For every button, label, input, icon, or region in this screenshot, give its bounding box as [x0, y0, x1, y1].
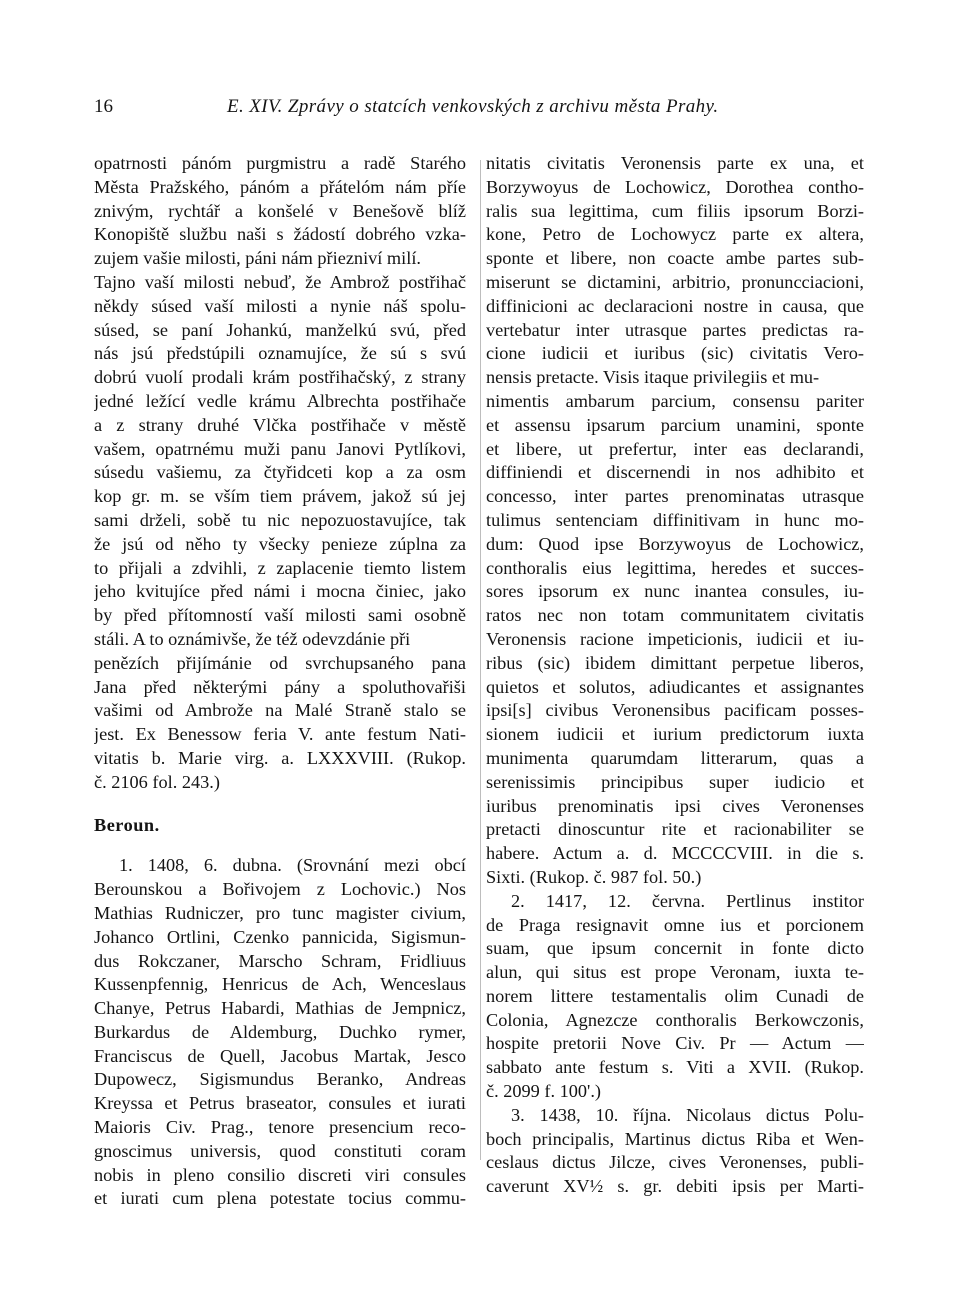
text-line: nensis pretacte. Visis itaque privilegiis et mu-: [486, 367, 820, 388]
text-line: sami drželi, sobě tu nic nepozuostavujíce, tak: [94, 509, 466, 530]
text-line: zujem vašie milosti, páni nám přiezniví milí.: [94, 248, 421, 269]
text-line: quietos et solutos, adiudicantes et assignantes: [486, 676, 864, 697]
text-line: Dupowecz, Sigismundus Beranko, Andreas: [94, 1069, 466, 1090]
text-line: Johanco Ortlini, Czenko pannicida, Sigismun-: [94, 926, 466, 947]
text-line: caverunt XV½ s. gr. debiti ipsis per Marti-: [486, 1176, 864, 1197]
text-line: ribus (sic) ibidem dimittant perpetue liberos,: [486, 652, 864, 673]
right-column: [486, 152, 864, 1199]
text-line: znivým, rychtář a konšelé v Benešově blíž: [94, 200, 466, 221]
text-line: Chanye, Petrus Habardi, Mathias de Jempnicz,: [94, 998, 466, 1019]
left-column-paragraph-group: [94, 854, 466, 1211]
text-line: ipsi[s] civibus Veronensibus pacificam posses-: [486, 700, 864, 721]
page-number: 16: [94, 96, 113, 117]
text-line: ceslaus dictus Jilcze, cives Veronenses, publi-: [486, 1152, 864, 1173]
text-line: 2. 1417, 12. června. Pertlinus institor: [511, 890, 864, 911]
text-line: norem littere testamentalis olim Cunadi de: [486, 985, 864, 1006]
running-head: E. XIV. Zprávy o statcích venkovských z archivu města Prahy.: [227, 96, 719, 117]
text-line: 3. 1438, 10. října. Nicolaus dictus Polu-: [511, 1104, 864, 1125]
text-line: Sixti. (Rukop. č. 987 fol. 50.): [486, 866, 702, 887]
text-line: Konopiště službu naši s žádostí dobrého vzka-: [94, 224, 466, 245]
text-line: někdy súsed vaší milosti a nynie náš spolu-: [94, 295, 466, 316]
text-line: munimenta quarumdam litterarum, quas a: [486, 747, 864, 768]
text-line: sionem iudicii et iurium predictorum iuxta: [486, 724, 864, 745]
text-line: ratos nec non totam communitatem civitatis: [486, 605, 864, 626]
text-line: ralis sua legittima, cum filiis ipsorum Borzi-: [486, 200, 864, 221]
text-line: tulimus sentenciam diffinitivam in hunc mo-: [486, 509, 864, 530]
text-line: gnoscimus universis, quod constituti coram: [94, 1140, 466, 1161]
text-line: Maioris Civ. Prag., tenore presencium reco-: [94, 1117, 466, 1138]
text-line: Jana před některými pány a spoluthovařiši: [94, 676, 466, 697]
text-line: concesso, inter partes prenominatas utrasque: [486, 486, 864, 507]
text-line: hospite pretorii Nove Civ. Pr — Actum —: [486, 1033, 864, 1054]
text-line: vitatis b. Marie virg. a. LXXXVIII. (Rukop.: [94, 747, 466, 768]
text-line: jeho kvitujíce před námi i mocna činiec, jako: [94, 581, 466, 602]
text-line: et assensu ipsarum parcium unamini, sponte: [486, 414, 864, 435]
text-line: súsed, se paní Johankú, manželkú svú, před: [94, 319, 466, 340]
text-line: že jsú od něho ty všecky penieze zúplna za: [94, 533, 466, 554]
text-line: boch principalis, Martinus dictus Riba et Wen-: [486, 1128, 864, 1149]
text-line: súsedu vašiemu, za čtyřidceti kop a za osm: [94, 462, 466, 483]
text-line: serenissimis principibus super iudicio et: [486, 771, 864, 792]
text-line: Veronensis racione impeticionis, iudicii et iu-: [486, 628, 864, 649]
text-line: Colonia, Agnezcze conthoralis Berkowczonis,: [486, 1009, 864, 1030]
text-line: miserunt se dictamini, arbitrio, pronuncciacioni,: [486, 271, 864, 292]
text-line: suam, que ipsum concernit in fonte dicto: [486, 938, 864, 959]
text-line: et iurati cum plena potestate tocius commu-: [94, 1188, 466, 1209]
text-line: nobis in pleno consilio discreti viri consules: [94, 1164, 466, 1185]
text-line: to přijali a zdvihli, z zaplacenie tiemto listem: [94, 557, 466, 578]
text-line: jest. Ex Benessow feria V. ante festum Nati-: [94, 724, 466, 745]
text-line: Berounskou a Bořivojem z Lochovic.) Nos: [94, 879, 466, 900]
text-line: pretacti dinoscuntur rite et racionabiliter se: [486, 819, 864, 840]
text-line: opatrnosti pánóm purgmistru a radě Starého: [94, 153, 466, 173]
text-line: et libere, ut prefertur, inter eas declarandi,: [486, 438, 864, 459]
text-line: Borzywoyus de Lochowicz, Dorothea contho-: [486, 176, 864, 197]
text-line: penězích přijímánie od svrchupsaného pana: [94, 652, 466, 673]
text-line: a z strany druhé Vlčka postřihače v městě: [94, 414, 466, 435]
text-line: 1. 1408, 6. dubna. (Srovnání mezi obcí: [119, 855, 466, 876]
text-line: kone, Petro de Lochowycz parte ex altera,: [486, 224, 864, 245]
text-line: sores ipsorum ex nunc inantea consules, iu-: [486, 581, 864, 602]
text-line: sponte et libere, non coacte ambe partes sub-: [486, 248, 864, 269]
text-line: Burkardus de Aldemburg, Duchko rymer,: [94, 1021, 466, 1042]
text-line: conthoralis eius legittima, heredes et succes-: [486, 557, 864, 578]
text-line: nimentis ambarum parcium, consensu pariter: [486, 390, 864, 411]
text-line: kop gr. m. se vším tiem právem, jakož sú jej: [94, 486, 466, 507]
text-line: Mathias Rudniczer, pro tunc magister civium,: [94, 902, 466, 923]
text-line: Kussenpfennig, Henricus de Ach, Wenceslaus: [94, 974, 466, 995]
page-header: [94, 96, 874, 126]
text-line: Kreyssa et Petrus braseator, consules et iurati: [94, 1093, 466, 1114]
text-line: jedné ležící vedle krámu Albrechta postřihače: [94, 390, 466, 411]
text-line: Franciscus de Quell, Jacobus Martak, Jesco: [94, 1045, 466, 1066]
text-line: sabbato ante festum s. Viti a XVII. (Rukop.: [486, 1057, 864, 1078]
text-line: č. 2106 fol. 243.): [94, 771, 220, 792]
text-line: dus Rokczaner, Marscho Schram, Fridliuus: [94, 950, 466, 971]
text-line: diffiniendi et discernendi in nos adhibito et: [486, 462, 864, 483]
left-column: [94, 152, 466, 1211]
text-line: diffinicioni ac declaracioni nostre in causa, que: [486, 295, 864, 316]
text-line: dobrú vuolí prodali krám postřihačský, z strany: [94, 367, 466, 388]
text-line: habere. Actum a. d. MCCCCVIII. in die s.: [486, 843, 864, 864]
left-column-paragraph-group: [94, 152, 466, 795]
text-line: de Praga resignavit omne ius et porcionem: [486, 914, 864, 935]
text-line: stáli. A to oznámivše, že též odevzdánie při: [94, 628, 411, 649]
section-heading-beroun: Beroun.: [94, 814, 160, 835]
text-line: Tajno vaší milosti nebuď, že Ambrož postřihač: [94, 271, 466, 292]
text-line: cione iudicii et iuribus (sic) civitatis Vero-: [486, 343, 864, 364]
text-line: vertebatur inter utrasque partes predictas ra-: [486, 319, 864, 340]
column-divider: [480, 160, 481, 1160]
text-line: by před přítomností vaší milosti sami osobně: [94, 605, 466, 626]
text-line: nitatis civitatis Veronensis parte ex una, et: [486, 153, 864, 173]
text-line: alun, qui situs est prope Veronam, iuxta te-: [486, 962, 864, 983]
text-line: vašem, opatrnému muži panu Janovi Pytlíkovi,: [94, 438, 466, 459]
text-line: iuribus prenominatis ipsi cives Veronenses: [486, 795, 864, 816]
text-line: Města Pražského, pánóm a přátelóm nám příe: [94, 176, 466, 197]
text-line: dum: Quod ipse Borzywoyus de Lochowicz,: [486, 533, 864, 554]
text-line: nás jsú předstúpili oznamujíce, že sú s svú: [94, 343, 466, 364]
text-line: vašimi od Ambrože na Malé Straně stalo se: [94, 700, 466, 721]
text-line: č. 2099 f. 100'.): [486, 1081, 601, 1102]
